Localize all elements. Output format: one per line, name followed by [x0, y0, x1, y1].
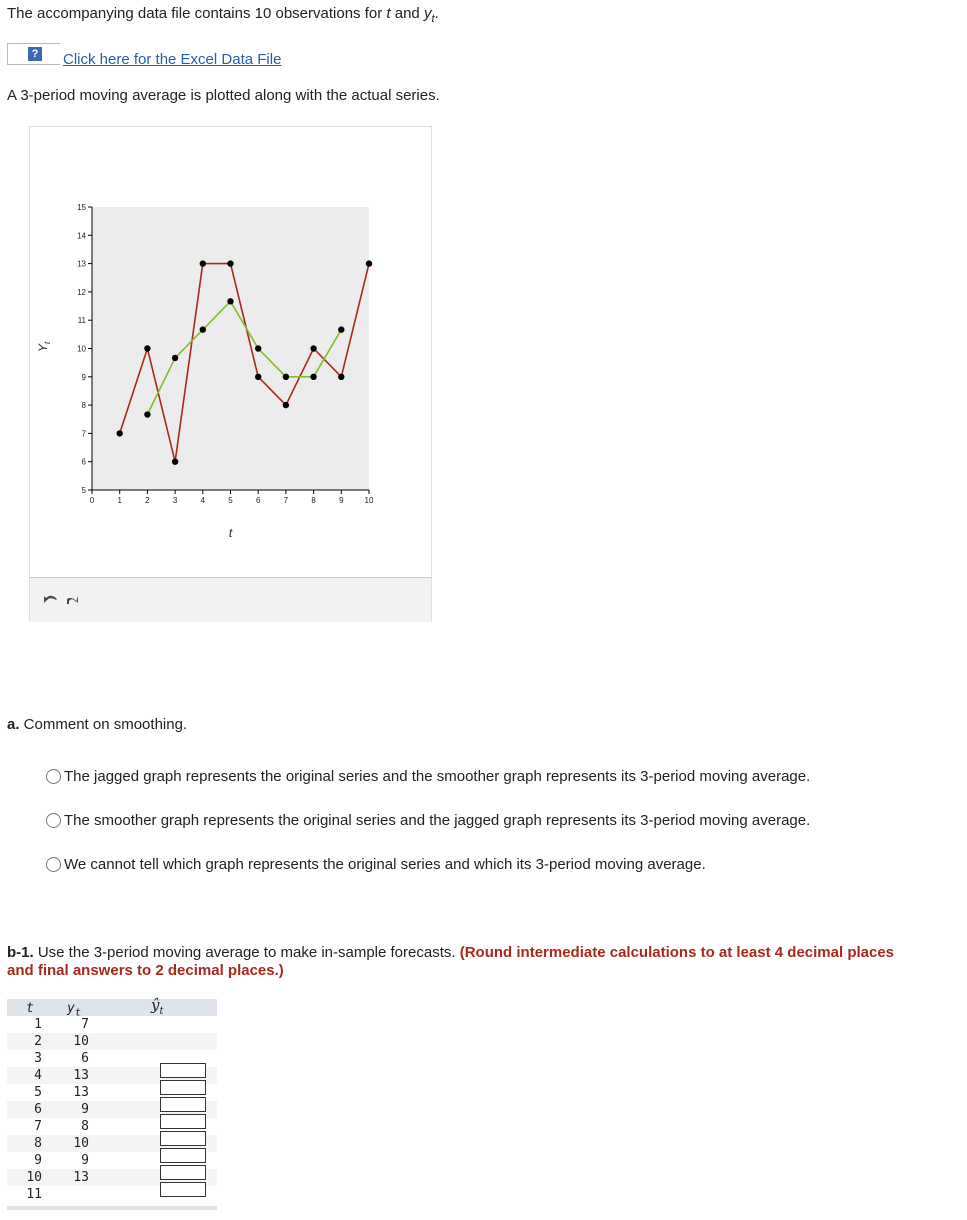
- radio-button[interactable]: [46, 857, 61, 872]
- y-tick-label: 7: [81, 429, 86, 439]
- forecast-input-t6[interactable]: [160, 1097, 206, 1112]
- table-cell-t: 1: [34, 1017, 42, 1032]
- option-label: The smoother graph represents the original series and the jagged graph represents its 3-period moving average.: [64, 812, 811, 829]
- table-cell-t: 3: [34, 1051, 42, 1066]
- actual-data-point: [117, 430, 123, 436]
- help-box[interactable]: [7, 43, 60, 65]
- y-tick-label: 6: [81, 457, 86, 467]
- intro-y-subscript: t: [431, 13, 435, 25]
- excel-data-link[interactable]: Click here for the Excel Data File: [63, 51, 282, 68]
- moving-average-point: [283, 374, 289, 380]
- intro-and: and: [390, 5, 424, 22]
- table-cell-y: 7: [81, 1017, 89, 1032]
- question-a-text: Comment on smoothing.: [19, 716, 188, 733]
- x-tick-label: 8: [311, 496, 316, 505]
- y-tick-label: 8: [81, 401, 86, 411]
- header-yhat: [151, 996, 164, 1017]
- forecast-input-t7[interactable]: [160, 1114, 206, 1129]
- x-tick-label: 5: [228, 496, 233, 505]
- x-tick-label: 2: [145, 496, 150, 505]
- question-a-prompt: [7, 715, 187, 735]
- moving-average-point: [338, 326, 344, 332]
- header-t: t: [26, 1001, 34, 1016]
- table-footer: [7, 1206, 217, 1210]
- table-cell-t: 6: [34, 1102, 42, 1117]
- actual-data-point: [172, 459, 178, 465]
- y-axis-label-subscript: t: [43, 341, 52, 344]
- table-cell-t: 8: [34, 1136, 42, 1151]
- forecast-input-t10[interactable]: [160, 1165, 206, 1180]
- radio-button[interactable]: [46, 813, 61, 828]
- x-tick-label: 4: [200, 496, 206, 505]
- header-yhat-subscript: t: [159, 1006, 164, 1017]
- x-tick-label: 9: [339, 496, 344, 505]
- forecast-input-t4[interactable]: [160, 1063, 206, 1078]
- plot-area: [92, 207, 369, 490]
- radio-button[interactable]: [46, 769, 61, 784]
- redo-icon[interactable]: [67, 596, 78, 604]
- question-b1-text: Use the 3-period moving average to make in-sample forecasts.: [33, 944, 460, 961]
- intro-line-2: A 3-period moving average is plotted along with the actual series.: [7, 87, 440, 104]
- question-b1-label: b-1.: [7, 944, 34, 961]
- intro-y-symbol: y: [423, 5, 432, 22]
- x-tick-label: 6: [255, 496, 261, 505]
- intro-text: The accompanying data file contains 10 observations for: [7, 5, 387, 22]
- question-b1-prompt: [7, 943, 894, 963]
- table-cell-t: 5: [34, 1085, 42, 1100]
- y-tick-label: 13: [77, 259, 86, 269]
- y-tick-label: 12: [77, 287, 86, 297]
- question-a-label: a.: [7, 716, 20, 733]
- table-cell-t: 7: [34, 1119, 42, 1134]
- table-cell-y: 9: [81, 1102, 89, 1117]
- moving-average-point: [310, 374, 316, 380]
- moving-average-point: [200, 326, 206, 332]
- table-cell-t: 9: [34, 1153, 42, 1168]
- option-label: We cannot tell which graph represents the original series and which its 3-period moving average.: [64, 856, 706, 873]
- y-tick-label: 10: [77, 344, 86, 354]
- table-header: [7, 999, 217, 1016]
- y-tick-label: 15: [77, 203, 86, 212]
- x-tick-label: 1: [117, 496, 122, 505]
- table-cell-y: 13: [73, 1068, 89, 1083]
- help-icon[interactable]: ?: [28, 47, 42, 61]
- forecast-input-t8[interactable]: [160, 1131, 206, 1146]
- moving-average-point: [144, 411, 150, 417]
- y-tick-label: 14: [77, 231, 86, 241]
- actual-data-point: [227, 260, 233, 266]
- intro-period: .: [434, 5, 439, 22]
- table-cell-t: 2: [34, 1034, 42, 1049]
- moving-average-chart: [30, 127, 431, 577]
- intro-t-symbol: t: [386, 5, 391, 22]
- y-tick-label: 11: [77, 316, 86, 326]
- actual-data-point: [310, 345, 316, 351]
- actual-data-point: [144, 345, 150, 351]
- rounding-instruction-continued: and final answers to 2 decimal places.): [7, 962, 284, 979]
- actual-data-point: [338, 374, 344, 380]
- table-cell-y: 6: [81, 1051, 89, 1066]
- forecast-input-t9[interactable]: [160, 1148, 206, 1163]
- x-tick-label: 3: [172, 496, 178, 505]
- table-cell-y: 13: [73, 1170, 89, 1185]
- intro-sentence: [7, 4, 439, 29]
- table-cell-t: 10: [26, 1170, 42, 1185]
- forecast-input-t5[interactable]: [160, 1080, 206, 1095]
- table-cell-y: 8: [81, 1119, 89, 1134]
- actual-data-point: [366, 260, 372, 266]
- undo-icon[interactable]: [44, 596, 57, 603]
- actual-data-point: [283, 402, 289, 408]
- x-tick-label: 10: [364, 496, 374, 505]
- table-cell-y: 10: [73, 1136, 89, 1151]
- table-cell-t: 11: [26, 1187, 42, 1202]
- x-tick-label: 7: [283, 496, 289, 505]
- table-cell-y: 10: [73, 1034, 89, 1049]
- y-axis-label: [36, 341, 52, 352]
- header-y-symbol: y: [67, 1001, 75, 1016]
- y-tick-label: 9: [81, 372, 86, 382]
- forecast-input-t11[interactable]: [160, 1182, 206, 1197]
- actual-data-point: [200, 260, 206, 266]
- moving-average-point: [227, 298, 233, 304]
- moving-average-point: [172, 355, 178, 361]
- y-axis-label-main: Y: [36, 343, 50, 352]
- header-yhat-symbol: ŷ: [151, 996, 160, 1014]
- chart-toolbar-icons: [40, 588, 90, 612]
- table-cell-y: 13: [73, 1085, 89, 1100]
- chart-toolbar: [30, 577, 431, 622]
- table-cell-t: 4: [34, 1068, 42, 1083]
- x-tick-label: 0: [89, 496, 95, 505]
- chart-panel: [29, 126, 432, 622]
- actual-data-point: [255, 374, 261, 380]
- moving-average-point: [255, 345, 261, 351]
- x-axis-label: t: [228, 526, 233, 540]
- option-label: The jagged graph represents the original series and the smoother graph represents its 3-period moving average.: [64, 768, 811, 785]
- header-y-subscript: t: [74, 1007, 81, 1019]
- table-cell-y: 9: [81, 1153, 89, 1168]
- y-tick-label: 5: [81, 486, 86, 495]
- rounding-instruction: (Round intermediate calculations to at least 4 decimal places: [459, 944, 895, 961]
